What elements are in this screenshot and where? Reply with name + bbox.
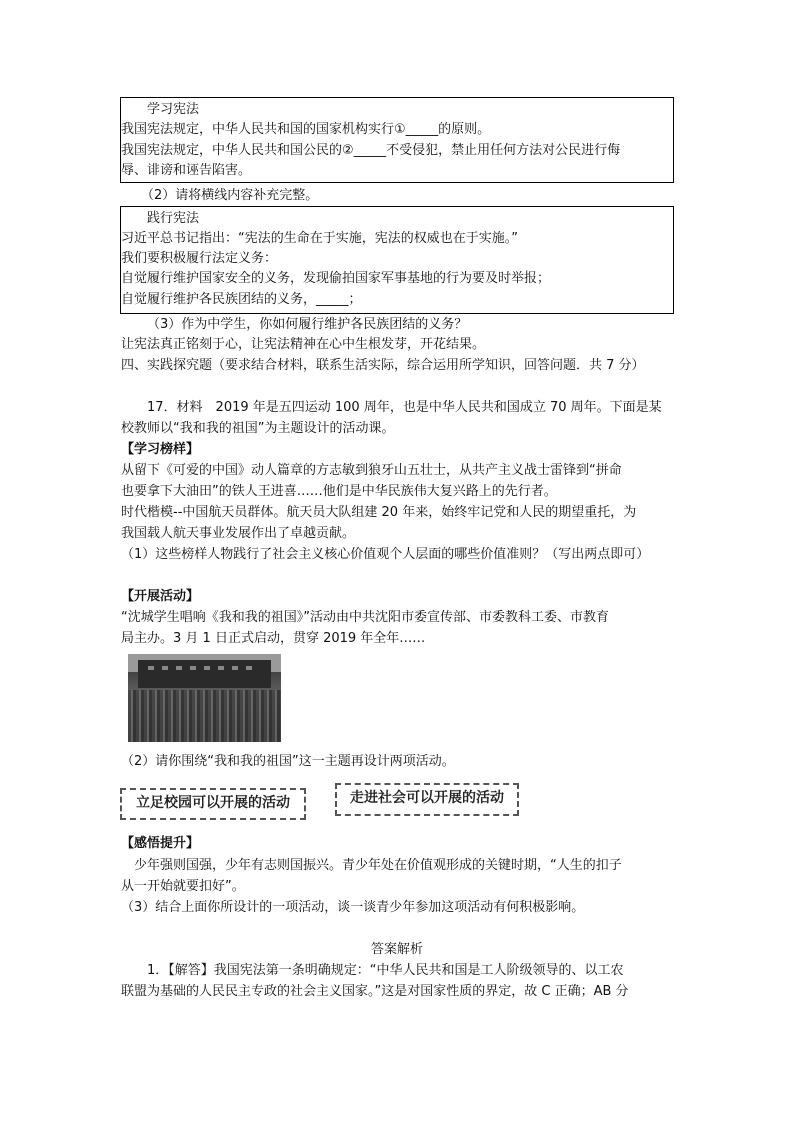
answers-title: 答案解析	[370, 942, 423, 957]
q2-prompt: （2）请将横线内容补充完整。	[141, 188, 319, 203]
closing-line: 让宪法真正铭刻于心，让宪法精神在心中生根发芽，开花结果。	[121, 337, 486, 352]
sub-question-3: （3）结合上面你所设计的一项活动，谈一谈青少年参加这项活动有何积极影响。	[121, 900, 585, 915]
answer-line2: 联盟为基础的人民民主专政的社会主义国家。”这是对国家性质的界定，故 C 正确；AB 分	[121, 984, 629, 999]
box2-line2: 我们要积极履行法定义务：	[121, 251, 278, 266]
activity-line2: 局主办。3 月 1 日正式启动，贯穿 2019 年全年……	[121, 631, 426, 646]
label-insight: 【感悟提升】	[121, 836, 200, 851]
label-activity: 【开展活动】	[121, 589, 200, 604]
box2-line4: 自觉履行维护各民族团结的义务，_____；	[121, 292, 362, 307]
answer-line1: 1．【解答】我国宪法第一条明确规定：“中华人民共和国是工人阶级领导的、以工农	[147, 963, 624, 978]
insight-line1: 少年强则国强，少年有志则国振兴。青少年处在价值观形成的关键时期，“人生的扣子	[134, 858, 622, 873]
box2-heading: 践行宪法	[147, 211, 200, 226]
box1-line2: 我国宪法规定，中华人民共和国公民的②_____不受侵犯，禁止用任何方法对公民进行侮	[121, 143, 621, 158]
models-p2-line2: 我国载人航天事业发展作出了卓越贡献。	[121, 526, 356, 541]
q3-prompt: （3）作为中学生，你如何履行维护各民族团结的义务？	[147, 317, 468, 332]
sub-question-1: （1）这些榜样人物践行了社会主义核心价值观个人层面的哪些价值准则？（写出两点即可）	[121, 547, 650, 562]
box1-line3: 辱、诽谤和诬告陷害。	[121, 163, 252, 178]
society-activity-box: 走进社会可以开展的活动	[335, 783, 519, 816]
box1-heading: 学习宪法	[147, 102, 200, 117]
activity-line1: “沈城学生唱响《我和我的祖国》”活动由中共沈阳市委宣传部、市委教科工委、市教育	[121, 610, 609, 625]
section4-title: 四、实践探究题（要求结合材料，联系生活实际，综合运用所学知识，回答问题．共 7 分）	[121, 358, 645, 373]
sub-question-2: （2）请你围绕“我和我的祖国”这一主题再设计两项活动。	[121, 754, 455, 769]
models-p1-line2: 也要拿下大油田”的铁人王进喜……他们是中华民族伟大复兴路上的先行者。	[121, 484, 557, 499]
q17-line2: 校教师以“我和我的祖国”为主题设计的活动课。	[121, 421, 395, 436]
q17-line1: 17．材料 2019 年是五四运动 100 周年，也是中华人民共和国成立 70 周年。下面是某	[147, 400, 662, 415]
models-p2-line1: 时代楷模--中国航天员群体。航天员大队组建 20 年来，始终牢记党和人民的期望重托，为	[121, 505, 637, 520]
activity-photo	[128, 654, 281, 742]
box1-line1: 我国宪法规定，中华人民共和国的国家机构实行①_____的原则。	[121, 122, 491, 137]
campus-activity-box: 立足校园可以开展的活动	[120, 788, 306, 820]
insight-line2: 从一开始就要扣好”。	[121, 879, 245, 894]
box2-line1: 习近平总书记指出：“宪法的生命在于实施，宪法的权威也在于实施。”	[121, 231, 518, 246]
box2-line3: 自觉履行维护国家安全的义务，发现偷拍国家军事基地的行为要及时举报；	[121, 271, 551, 286]
label-study-models: 【学习榜样】	[121, 442, 200, 457]
models-p1-line1: 从留下《可爱的中国》动人篇章的方志敏到狼牙山五壮士，从共产主义战士雷锋到“拼命	[121, 463, 622, 478]
